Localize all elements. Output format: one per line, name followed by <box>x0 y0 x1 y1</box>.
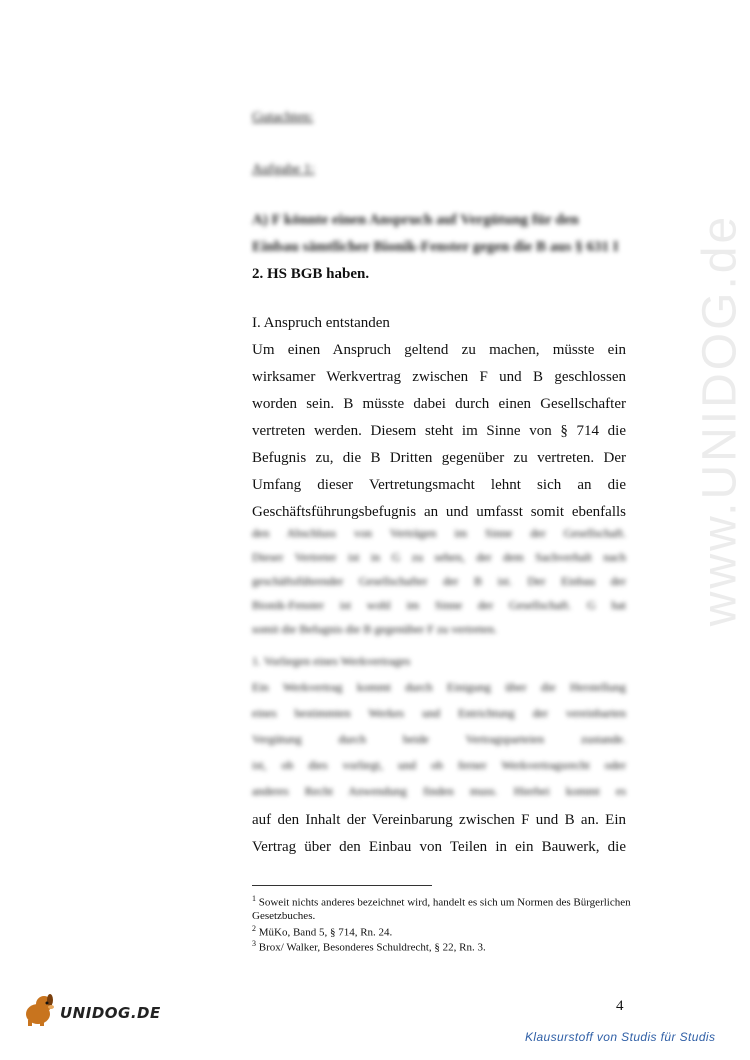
task-label: Aufgabe 1: <box>252 162 315 177</box>
blurred-line: Dieser Vertreter ist in G zu sehen, der dem Sachverhalt nach <box>252 550 626 564</box>
body-line: Um einen Anspruch geltend zu machen, müsste ein <box>252 342 626 358</box>
logo-text: UNIDOG.DE <box>60 1004 161 1022</box>
blurred-line: Bionik-Fenster ist wohl im Sinne der Gesellschaft. G hat <box>252 598 626 612</box>
dog-icon <box>20 990 60 1030</box>
body-line: vertreten werden. Diesem steht im Sinne von § 714 die <box>252 423 626 439</box>
blurred-line: anderes Recht Anwendung finden muss. Hierbei kommt es <box>252 784 626 798</box>
page-number: 4 <box>616 998 624 1014</box>
blurred-line: ist, ob dies vorliegt, und ob ferner Werkvertragsrecht oder <box>252 758 626 772</box>
body-line: worden sein. B müsste dabei durch einen Gesellschafter <box>252 396 626 412</box>
body-line: Umfang dieser Vertretungsmacht lehnt sich an die <box>252 477 626 493</box>
blurred-line: somit die Befugnis die B gegenüber F zu vertreten. <box>252 622 497 636</box>
blurred-line: geschäftsführender Gesellschafter der B ist. Der Einbau der <box>252 574 626 588</box>
footnote-1: $^1$ Soweit nichts anderes bezeichnet wird, handelt es sich um Normen des Bürgerlichen Gesetzbuches. <box>252 894 631 922</box>
blurred-line: Ein Werkvertrag kommt durch Einigung über die Herstellung <box>252 680 626 694</box>
footnote-2: $^2$ MüKo, Band 5, § 714, Rn. 24. <box>252 924 393 939</box>
claim-heading-line-3: 2. HS BGB haben. <box>252 266 370 282</box>
body-line: Vertrag über den Einbau von Teilen in ein Bauwerk, die <box>252 839 626 855</box>
footnote-3: $^3$ Brox/ Walker, Besonderes Schuldrecht, § 22, Rn. 3. <box>252 939 486 954</box>
footnote-divider <box>252 885 432 886</box>
body-line: Geschäftsführungsbefugnis an und umfasst somit ebenfalls <box>252 504 626 520</box>
blurred-line: den Abschluss von Verträgen im Sinne der Gesellschaft. <box>252 526 626 540</box>
body-line: auf den Inhalt der Vereinbarung zwischen F und B an. Ein <box>252 812 626 828</box>
footer-tagline: Klausurstoff von Studis für Studis <box>525 1030 716 1044</box>
claim-heading-line-1: A) F könnte einen Anspruch auf Vergütung für den <box>252 212 579 228</box>
blurred-line: eines bestimmten Werkes und Entrichtung der vereinbarten <box>252 706 626 720</box>
subsection-heading: 1. Vorliegen eines Werkvertrages <box>252 654 411 668</box>
document-title: Gutachten: <box>252 110 314 125</box>
body-line: wirksamer Werkvertrag zwischen F und B geschlossen <box>252 369 626 385</box>
watermark-text: www.UNIDOG.de <box>693 213 747 627</box>
claim-heading-line-2: Einbau sämtlicher Bionik-Fenster gegen die B aus § 631 I <box>252 239 619 255</box>
blurred-line: Vergütung durch beide Vertragsparteien zustande. <box>252 732 626 746</box>
section-heading: I. Anspruch entstanden <box>252 315 390 331</box>
body-line: Befugnis zu, die B Dritten gegenüber zu vertreten. Der <box>252 450 626 466</box>
